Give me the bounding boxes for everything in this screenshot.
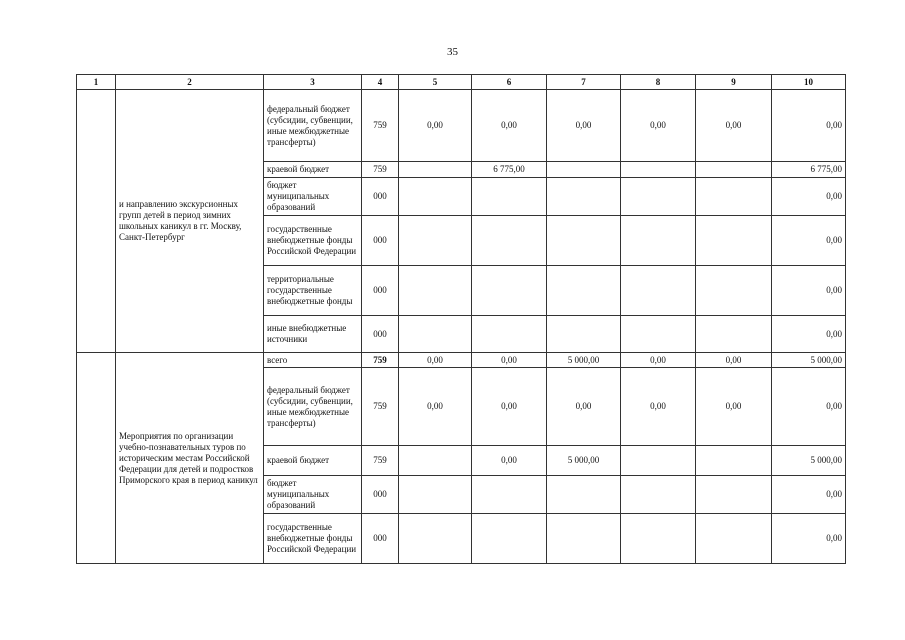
value-cell — [696, 178, 772, 216]
budget-table — [76, 74, 846, 564]
value-cell — [547, 216, 621, 266]
header-col-6: 6 — [472, 75, 547, 90]
budget-code: 000 — [362, 178, 399, 216]
value-cell — [547, 266, 621, 316]
value-cell — [621, 162, 696, 178]
value-cell — [399, 266, 472, 316]
total-cell: 0,00 — [772, 178, 846, 216]
total-cell: 0,00 — [772, 514, 846, 564]
row-number-cell — [77, 353, 116, 564]
header-col-5: 5 — [399, 75, 472, 90]
header-col-9: 9 — [696, 75, 772, 90]
total-cell: 0,00 — [772, 266, 846, 316]
value-cell — [399, 514, 472, 564]
header-col-1: 1 — [77, 75, 116, 90]
funding-source: краевой бюджет — [264, 162, 362, 178]
value-cell: 0,00 — [621, 353, 696, 368]
value-cell — [472, 316, 547, 353]
value-cell: 0,00 — [696, 368, 772, 446]
value-cell — [399, 162, 472, 178]
value-cell: 5 000,00 — [547, 446, 621, 476]
total-cell: 0,00 — [772, 476, 846, 514]
funding-source: федеральный бюджет (субсидии, субвенции, иные межбюджетные трансферты) — [264, 90, 362, 162]
funding-source: государственные внебюджетные фонды Российской Федерации — [264, 216, 362, 266]
value-cell — [621, 216, 696, 266]
table-row — [77, 353, 846, 368]
funding-source: федеральный бюджет (субсидии, субвенции, иные межбюджетные трансферты) — [264, 368, 362, 446]
value-cell: 0,00 — [621, 368, 696, 446]
value-cell: 0,00 — [472, 353, 547, 368]
value-cell — [399, 446, 472, 476]
value-cell: 0,00 — [399, 353, 472, 368]
funding-source: иные внебюджетные источники — [264, 316, 362, 353]
budget-code: 759 — [362, 368, 399, 446]
value-cell — [621, 316, 696, 353]
total-cell: 0,00 — [772, 368, 846, 446]
funding-source: государственные внебюджетные фонды Российской Федерации — [264, 514, 362, 564]
activity-name-cell: и направлению экскурсионных групп детей в период зимних школьных каникул в гг. Москву, Санкт-Петербург — [116, 90, 264, 353]
total-cell: 6 775,00 — [772, 162, 846, 178]
value-cell: 0,00 — [547, 90, 621, 162]
activity-name-cell: Мероприятия по организации учебно-познавательных туров по историческим местам Российской Федерации для детей и подростков Приморского края в период каникул — [116, 353, 264, 564]
header-row — [77, 75, 846, 90]
value-cell — [472, 514, 547, 564]
budget-code: 759 — [362, 90, 399, 162]
header-col-10: 10 — [772, 75, 846, 90]
value-cell: 6 775,00 — [472, 162, 547, 178]
value-cell — [472, 266, 547, 316]
value-cell — [696, 446, 772, 476]
value-cell: 0,00 — [472, 368, 547, 446]
value-cell — [399, 178, 472, 216]
value-cell — [547, 162, 621, 178]
funding-source: бюджет муниципальных образований — [264, 178, 362, 216]
value-cell — [399, 476, 472, 514]
total-cell: 5 000,00 — [772, 446, 846, 476]
value-cell: 0,00 — [621, 90, 696, 162]
value-cell — [472, 216, 547, 266]
value-cell — [696, 476, 772, 514]
value-cell — [621, 476, 696, 514]
funding-source: всего — [264, 353, 362, 368]
value-cell — [696, 316, 772, 353]
budget-code: 759 — [362, 353, 399, 368]
value-cell: 0,00 — [472, 90, 547, 162]
row-number-cell — [77, 90, 116, 353]
value-cell — [621, 266, 696, 316]
value-cell: 0,00 — [399, 368, 472, 446]
budget-code: 759 — [362, 162, 399, 178]
total-cell: 0,00 — [772, 316, 846, 353]
value-cell — [621, 178, 696, 216]
value-cell — [621, 446, 696, 476]
budget-code: 000 — [362, 476, 399, 514]
value-cell — [547, 476, 621, 514]
table-row — [77, 90, 846, 162]
value-cell: 0,00 — [696, 90, 772, 162]
total-cell: 5 000,00 — [772, 353, 846, 368]
budget-code: 000 — [362, 316, 399, 353]
funding-source: краевой бюджет — [264, 446, 362, 476]
budget-code: 000 — [362, 266, 399, 316]
total-cell: 0,00 — [772, 216, 846, 266]
value-cell — [621, 514, 696, 564]
header-col-3: 3 — [264, 75, 362, 90]
funding-source: территориальные государственные внебюджетные фонды — [264, 266, 362, 316]
header-col-2: 2 — [116, 75, 264, 90]
page-number: 35 — [447, 46, 458, 58]
value-cell: 0,00 — [399, 90, 472, 162]
header-col-8: 8 — [621, 75, 696, 90]
value-cell — [472, 476, 547, 514]
budget-code: 000 — [362, 216, 399, 266]
total-cell: 0,00 — [772, 90, 846, 162]
header-col-4: 4 — [362, 75, 399, 90]
value-cell: 0,00 — [696, 353, 772, 368]
header-col-7: 7 — [547, 75, 621, 90]
value-cell — [399, 216, 472, 266]
budget-code: 759 — [362, 446, 399, 476]
value-cell — [547, 178, 621, 216]
budget-code: 000 — [362, 514, 399, 564]
value-cell: 0,00 — [472, 446, 547, 476]
value-cell — [696, 266, 772, 316]
funding-source: бюджет муниципальных образований — [264, 476, 362, 514]
value-cell: 0,00 — [547, 368, 621, 446]
value-cell: 5 000,00 — [547, 353, 621, 368]
value-cell — [547, 514, 621, 564]
value-cell — [696, 514, 772, 564]
value-cell — [696, 162, 772, 178]
value-cell — [472, 178, 547, 216]
value-cell — [547, 316, 621, 353]
value-cell — [696, 216, 772, 266]
value-cell — [399, 316, 472, 353]
